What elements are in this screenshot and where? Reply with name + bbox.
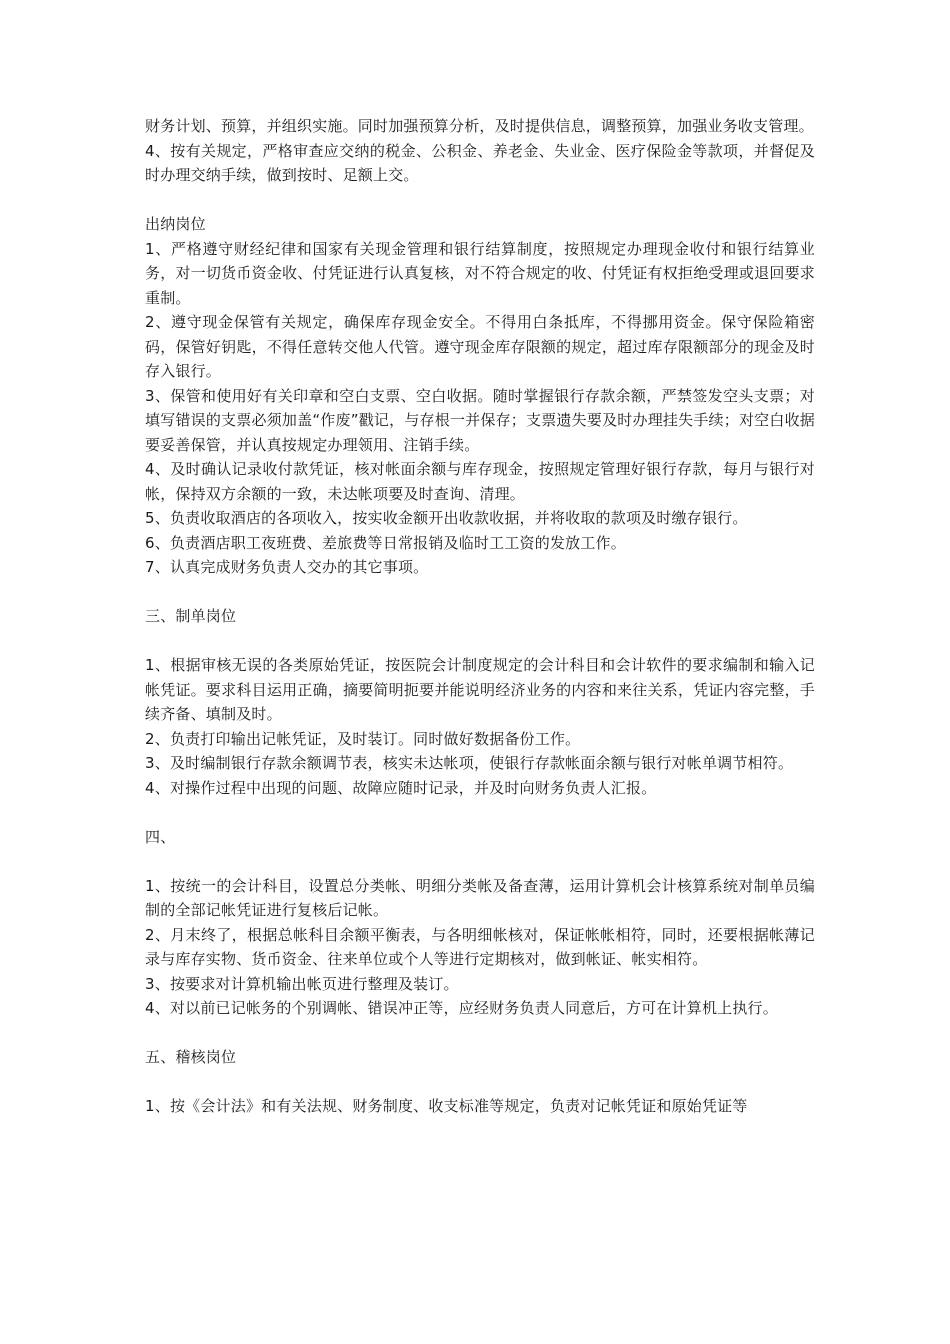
section-title-voucher: 三、制单岗位 [145, 607, 237, 625]
cashier-item-6: 6、负责酒店职工夜班费、差旅费等日常报销及临时工工资的发放工作。 [145, 533, 626, 552]
section-title-cashier: 出纳岗位 [145, 215, 206, 233]
voucher-item-2: 2、负责打印输出记帐凭证，及时装订。同时做好数据备份工作。 [145, 729, 581, 748]
section-title-4: 四、 [145, 827, 176, 846]
section4-item-1: 1、按统一的会计科目，设置总分类帐、明细分类帐及备查薄，运用计算机会计核算系统对制单员编制的全部记帐凭证进行复核后记帐。 [145, 876, 815, 919]
cashier-item-7: 7、认真完成财务负责人交办的其它事项。 [145, 558, 429, 576]
intro-paragraph-2: 4、按有关规定，严格审查应交纳的税金、公积金、养老金、失业金、医疗保险金等款项，并督促及时办理交纳手续，做到按时、足额上交。 [145, 141, 815, 184]
voucher-item-3: 3、及时编制银行存款余额调节表，核实未达帐项，使银行存款帐面余额与银行对帐单调节相符。 [145, 754, 794, 772]
section4-item-2: 2、月末终了，根据总帐科目余额平衡表，与各明细帐核对，保证帐帐相符，同时，还要根据帐薄记录与库存实物、货币资金、往来单位或个人等进行定期核对，做到帐证、帐实相符。 [145, 925, 815, 968]
blank-line [145, 580, 815, 605]
voucher-item-4: 4、对操作过程中出现的问题、故障应随时记录，并及时向财务负责人汇报。 [145, 778, 657, 797]
cashier-item-1: 1、严格遵守财经纪律和国家有关现金管理和银行结算制度，按照规定办理现金收付和银行结算业务，对一切货币资金收、付凭证进行认真复核，对不符合规定的收、付凭证有权拒绝受理或退回要求重制。 [145, 239, 815, 307]
blank-line [145, 188, 815, 213]
blank-line [145, 800, 815, 825]
cashier-item-3: 3、保管和使用好有关印章和空白支票、空白收据。随时掌握银行存款余额，严禁签发空头支票；对填写错误的支票必须加盖“作废”戳记，与存根一并保存；支票遗失要及时办理挂失手续；对空白收据要妥善保管，并认真按规定办理领用、注销手续。 [145, 386, 815, 454]
cashier-item-2: 2、遵守现金保管有关规定，确保库存现金安全。不得用白条抵库，不得挪用资金。保守保险箱密码，保管好钥匙，不得任意转交他人代管。遵守现金库存限额的规定，超过库存限额部分的现金及时存入银行。 [145, 313, 815, 380]
blank-line [145, 849, 815, 874]
blank-line [145, 629, 815, 654]
document-body [145, 114, 815, 1119]
section-title-audit: 五、稽核岗位 [145, 1048, 237, 1066]
audit-item-1: 1、按《会计法》和有关法规、财务制度、收支标准等规定，负责对记帐凭证和原始凭证等 [145, 1097, 748, 1115]
cashier-item-4: 4、及时确认记录收付款凭证，核对帐面余额与库存现金，按照规定管理好银行存款，每月与银行对帐，保持双方余额的一致，未达帐项要及时查询、清理。 [145, 460, 815, 503]
cashier-item-5: 5、负责收取酒店的各项收入，按实收金额开出收款收据，并将收取的款项及时缴存银行。 [145, 509, 748, 527]
section4-item-3: 3、按要求对计算机输出帐页进行整理及装订。 [145, 974, 459, 993]
voucher-item-1: 1、根据审核无误的各类原始凭证，按医院会计制度规定的会计科目和会计软件的要求编制和输入记帐凭证。要求科目运用正确，摘要简明扼要并能说明经济业务的内容和来往关系，凭证内容完整，手续齐备、填制及时。 [145, 656, 815, 723]
intro-paragraph-1: 财务计划、预算，并组织实施。同时加强预算分析，及时提供信息，调整预算，加强业务收支管理。 [145, 117, 814, 135]
blank-line [145, 1070, 815, 1095]
blank-line [145, 1021, 815, 1046]
section4-item-4: 4、对以前已记帐务的个别调帐、错误冲正等，应经财务负责人同意后，方可在计算机上执行。 [145, 999, 778, 1017]
